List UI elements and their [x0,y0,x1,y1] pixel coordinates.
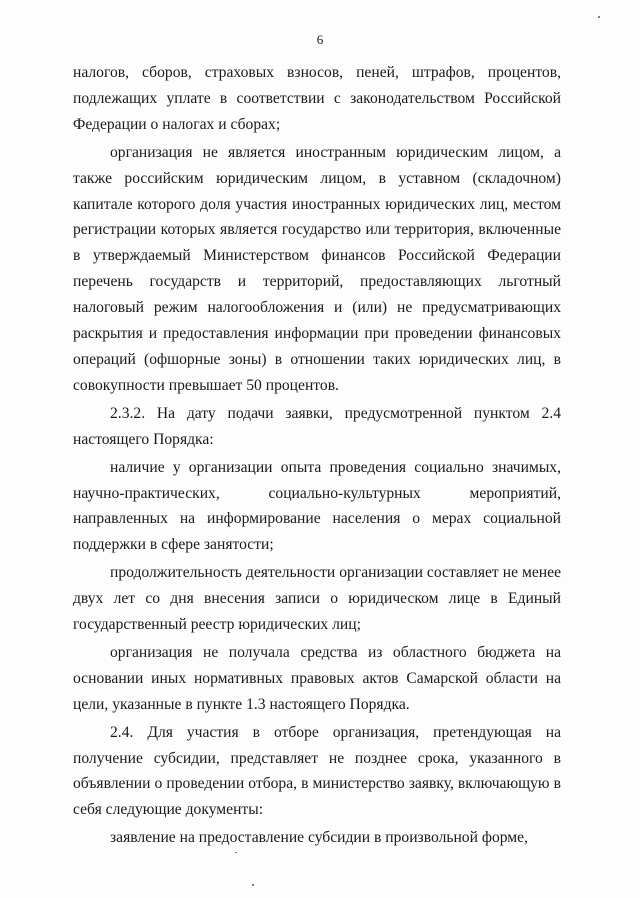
paragraph: 2.4. Для участия в отборе организация, претендующая на получение субсидии, представляет не позднее срока, указанного в объявлении о проведении отбора, в министерство заявку, включающую в себя следующие документы: [73,723,561,819]
page-number: 6 [316,32,324,47]
document-body [73,60,561,851]
paragraph: налогов, сборов, страховых взносов, пеней, штрафов, процентов, подлежащих уплате в соответствии с законодательством Российской Федерации о налогах и сборах; [73,64,561,133]
paragraph: организация не получала средства из областного бюджета на основании иных нормативных правовых актов Самарской области на цели, указанные в пункте 1.3 настоящего Порядка. [73,643,561,713]
paragraph: 2.3.2. На дату подачи заявки, предусмотренной пунктом 2.4 настоящего Порядка: [73,404,561,448]
scan-speck [252,884,254,886]
scan-speck [598,16,600,18]
scan-speck [235,852,237,853]
paragraph: продолжительность деятельности организации составляет не менее двух лет со дня внесения записи о юридическом лице в Единый государственный реестр юридических лиц; [73,564,561,634]
paragraph: заявление на предоставление субсидии в произвольной форме, [110,829,528,847]
paragraph: организация не является иностранным юридическим лицом, а также российским юридическим лицом, в уставном (складочном) капитале которого доля участия иностранных юридических лиц, местом регистрации которых является государство или территория, включенные в утверждаемый Министерством финансов Российской Федерации перечень государств и территорий, предоставляющих льготный налоговый режим налогообложения и (или) не предусматривающих раскрытия и предоставления информации при проведении финансовых операций (офшорные зоны) в отношении таких юридических лиц, в совокупности превышает 50 процентов. [73,143,561,394]
paragraph: наличие у организации опыта проведения социально значимых, научно-практических, социально-культурных мероприятий, направленных на информирование населения о мерах социальной поддержки в сфере занятости; [73,458,561,554]
